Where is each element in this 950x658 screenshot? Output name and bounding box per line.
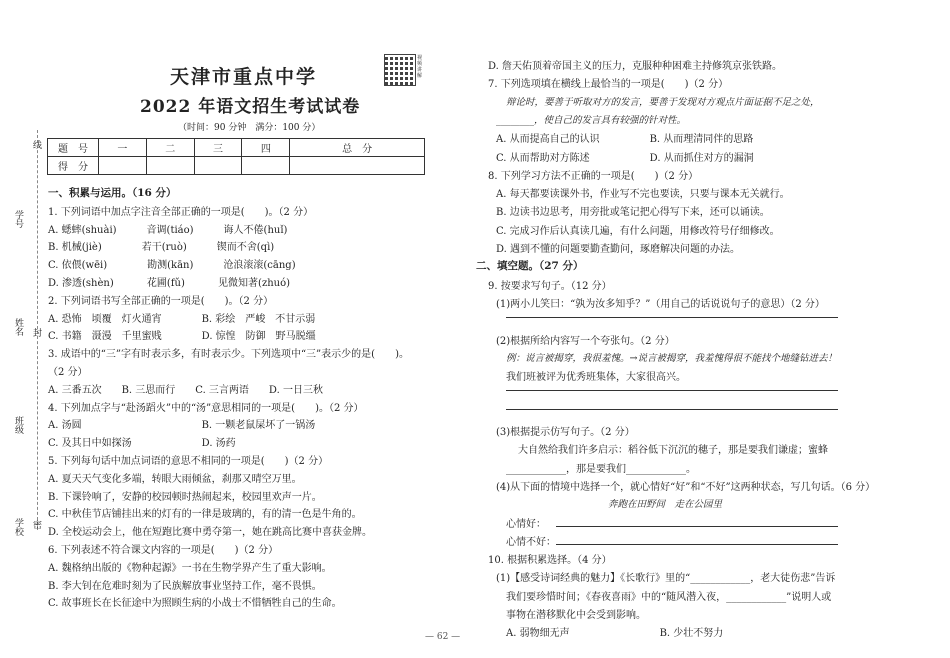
question-line: A. 魏格纳出版的《物种起源》一书在生物学界产生了重大影响。 xyxy=(48,562,332,574)
question-line: 例：说言被揭穿，我很羞愧。→说言被揭穿，我羞愧得很不能找个地缝钻进去！ xyxy=(506,352,837,364)
question-line: A. 每天都要读课外书，作业写不完也要读，只要与课本无关就行。 xyxy=(496,189,790,201)
name-label: 姓名 xyxy=(13,318,23,336)
question-line: 1. 下列词语中加点字注音全部正确的一项是( )。（2 分） xyxy=(48,206,314,218)
question-line: A. 蟋蟀(shuài) 音调(tiáo) 诲人不倦(huǐ) xyxy=(48,224,288,236)
question-line: 我们班被评为优秀班集体，大家很高兴。 xyxy=(506,372,686,384)
class-label: 班级 xyxy=(13,416,23,434)
question-line: (2)根据所给内容写一个夸张句。（2 分） xyxy=(496,335,675,347)
question-line: 2. 下列词语书写全部正确的一项是( )。（2 分） xyxy=(48,295,274,307)
question-line: C. 依偎(wēi) 勘测(kān) 沧浪滚滚(cāng) xyxy=(48,260,296,272)
question-line: D. 渗透(shèn) 花圃(fǔ) 见微知著(zhuó) xyxy=(48,278,291,289)
table-cell: 题 号 xyxy=(48,139,99,157)
question-line: C. 及其日中如探汤 D. 汤药 xyxy=(48,438,236,450)
answer-line[interactable] xyxy=(506,409,838,410)
question-line: 10. 根据积累选择。（4 分） xyxy=(488,555,612,567)
question-line: C. 中秋佳节店铺挂出来的灯有的一律是玻璃的，有的清一色是牛角的。 xyxy=(48,509,362,521)
score-input[interactable] xyxy=(99,157,147,175)
qr-caption: 视频讲解 xyxy=(417,55,423,79)
score-table-row xyxy=(48,139,425,157)
question-line: 9. 按要求写句子。（12 分） xyxy=(488,280,612,292)
table-cell: 得 分 xyxy=(48,157,99,175)
question-line: C. 书籍 滠漫 千里蜜贱 D. 惊惶 防御 野马脱缰 xyxy=(48,331,316,343)
question-line: 心情不好： xyxy=(506,536,556,548)
question-line: 辩论时，要善于听取对方的发言，要善于发现对方观点片面证据不足之处， xyxy=(506,96,820,108)
seal-mark: 密 xyxy=(31,520,41,529)
score-input[interactable] xyxy=(290,157,425,175)
school-title: 天津市重点中学 xyxy=(170,66,318,88)
table-cell: 二 xyxy=(146,139,194,157)
question-line: A. 三番五次 B. 三思而行 C. 三言两语 D. 一日三秋 xyxy=(48,384,323,396)
table-cell: 一 xyxy=(99,139,147,157)
question-line: 心情好： xyxy=(506,518,546,530)
question-line: 二、填空题。（27 分） xyxy=(476,260,584,273)
question-line: 4. 下列加点字与“赴汤蹈火”中的“汤”意思相同的一项是( )。（2 分） xyxy=(48,402,364,414)
question-line: C. 故事班长在长征途中为照顾生病的小战士不惜牺牲自己的生命。 xyxy=(48,598,342,610)
score-input[interactable] xyxy=(194,157,242,175)
question-line: （2 分） xyxy=(48,367,88,378)
exam-title: 2022 年语文招生考试试卷 xyxy=(140,97,361,117)
seal-mark: 封 xyxy=(31,328,41,337)
question-line: D. 遇到不懂的问题要勤查勤问，琢磨解决问题的办法。 xyxy=(496,244,741,255)
table-cell: 总 分 xyxy=(290,139,425,157)
page-number: — 62 — xyxy=(425,632,461,642)
question-line: (4)从下面的情境中选择一个，就心情好“好”和“不好”这两种状态，写几句话。（6 分） xyxy=(496,481,876,493)
table-cell: 四 xyxy=(242,139,290,157)
question-line: (1)【感受诗词经典的魅力】《长歌行》里的“____________，老大徒伤悲”告诉 xyxy=(496,573,836,585)
question-line: A. 弱物细无声 B. 少壮不努力 xyxy=(506,628,724,640)
question-line: C. 完成习作后认真读几遍，有什么问题，用修改符号仔细修改。 xyxy=(496,225,780,237)
question-line: B. 李大钊在危难时刻为了民族解放事业坚持工作，毫不畏惧。 xyxy=(48,580,322,592)
question-line: A. 从而提高自己的认识 B. 从而理清同伴的思路 xyxy=(496,134,754,146)
question-line: 7. 下列选项填在横线上最恰当的一项是( )（2 分） xyxy=(488,79,729,91)
table-cell: 三 xyxy=(194,139,242,157)
score-input[interactable] xyxy=(146,157,194,175)
question-line: A. 汤圆 B. 一颗老鼠屎坏了一锅汤 xyxy=(48,420,316,432)
answer-line[interactable] xyxy=(506,317,838,318)
answer-line[interactable] xyxy=(506,390,838,391)
question-line: 8. 下列学习方法不正确的一项是( )（2 分） xyxy=(488,170,699,182)
seal-mark: 线 xyxy=(31,140,41,149)
question-line: 奔跑在田野间 走在公园里 xyxy=(608,499,723,511)
question-line: A. 夏天天气变化多端，转眼大雨倾盆，刹那又晴空万里。 xyxy=(48,473,302,485)
question-line: ________，使自己的发言具有较强的针对性。 xyxy=(496,114,687,126)
question-line: (1)两小儿笑曰：“孰为汝多知乎？”（用自己的话说说句子的意思）（2 分） xyxy=(496,298,825,310)
score-input[interactable] xyxy=(242,157,290,175)
question-line: 一、积累与运用。（16 分） xyxy=(48,187,177,199)
question-line: D. 全校运动会上，他在短跑比赛中勇夺第一，她在跳高比赛中喜获金牌。 xyxy=(48,527,373,539)
school-label: 学校 xyxy=(13,518,23,536)
score-table-row xyxy=(48,157,425,175)
question-line: B. 机械(jiè) 若干(ruò) 锲而不舍(qì) xyxy=(48,242,275,254)
exam-time: （时间：90 分钟 满分：100 分） xyxy=(178,123,321,133)
question-line: 3. 成语中的“三”字有时表示多，有时表示少。下列选项中“三”表示少的是( )。 xyxy=(48,349,409,361)
student-id-label: 学号 xyxy=(13,210,23,228)
question-line: D. 詹天佑顶着帝国主义的压力，克服种种困难主持修筑京张铁路。 xyxy=(488,61,783,72)
question-line: B. 边读书边思考，用旁批或笔记把心得写下来，还可以诵读。 xyxy=(496,207,770,219)
question-line: B. 下课铃响了，安静的校园顿时热闹起来，校园里欢声一片。 xyxy=(48,491,322,503)
question-line: (3)根据提示仿写句子。（2 分） xyxy=(496,427,635,438)
question-line: 5. 下列每句话中加点词语的意思不相同的一项是( )（2 分） xyxy=(48,456,329,467)
question-line: ____________，那是要我们____________。 xyxy=(506,463,696,475)
score-table xyxy=(47,138,425,175)
answer-line[interactable] xyxy=(556,544,838,545)
question-line: A. 恐怖 顷覆 灯火通宵 B. 彩绘 严峻 不甘示弱 xyxy=(48,313,316,325)
question-line: C. 从而帮助对方陈述 D. 从而抓住对方的漏洞 xyxy=(496,152,754,164)
answer-line[interactable] xyxy=(556,526,838,527)
question-line: 我们要珍惜时间；《春夜喜雨》中的“随风潜入夜，____________”说明人或 xyxy=(506,591,832,603)
question-line: 事物在潜移默化中会受到影响。 xyxy=(506,610,646,621)
question-line: 6. 下列表述不符合课文内容的一项是( )（2 分） xyxy=(48,545,279,556)
question-line: 大自然给我们许多启示：稻谷低下沉沉的穗子，那是要我们谦虚；蜜蜂 xyxy=(518,445,828,457)
